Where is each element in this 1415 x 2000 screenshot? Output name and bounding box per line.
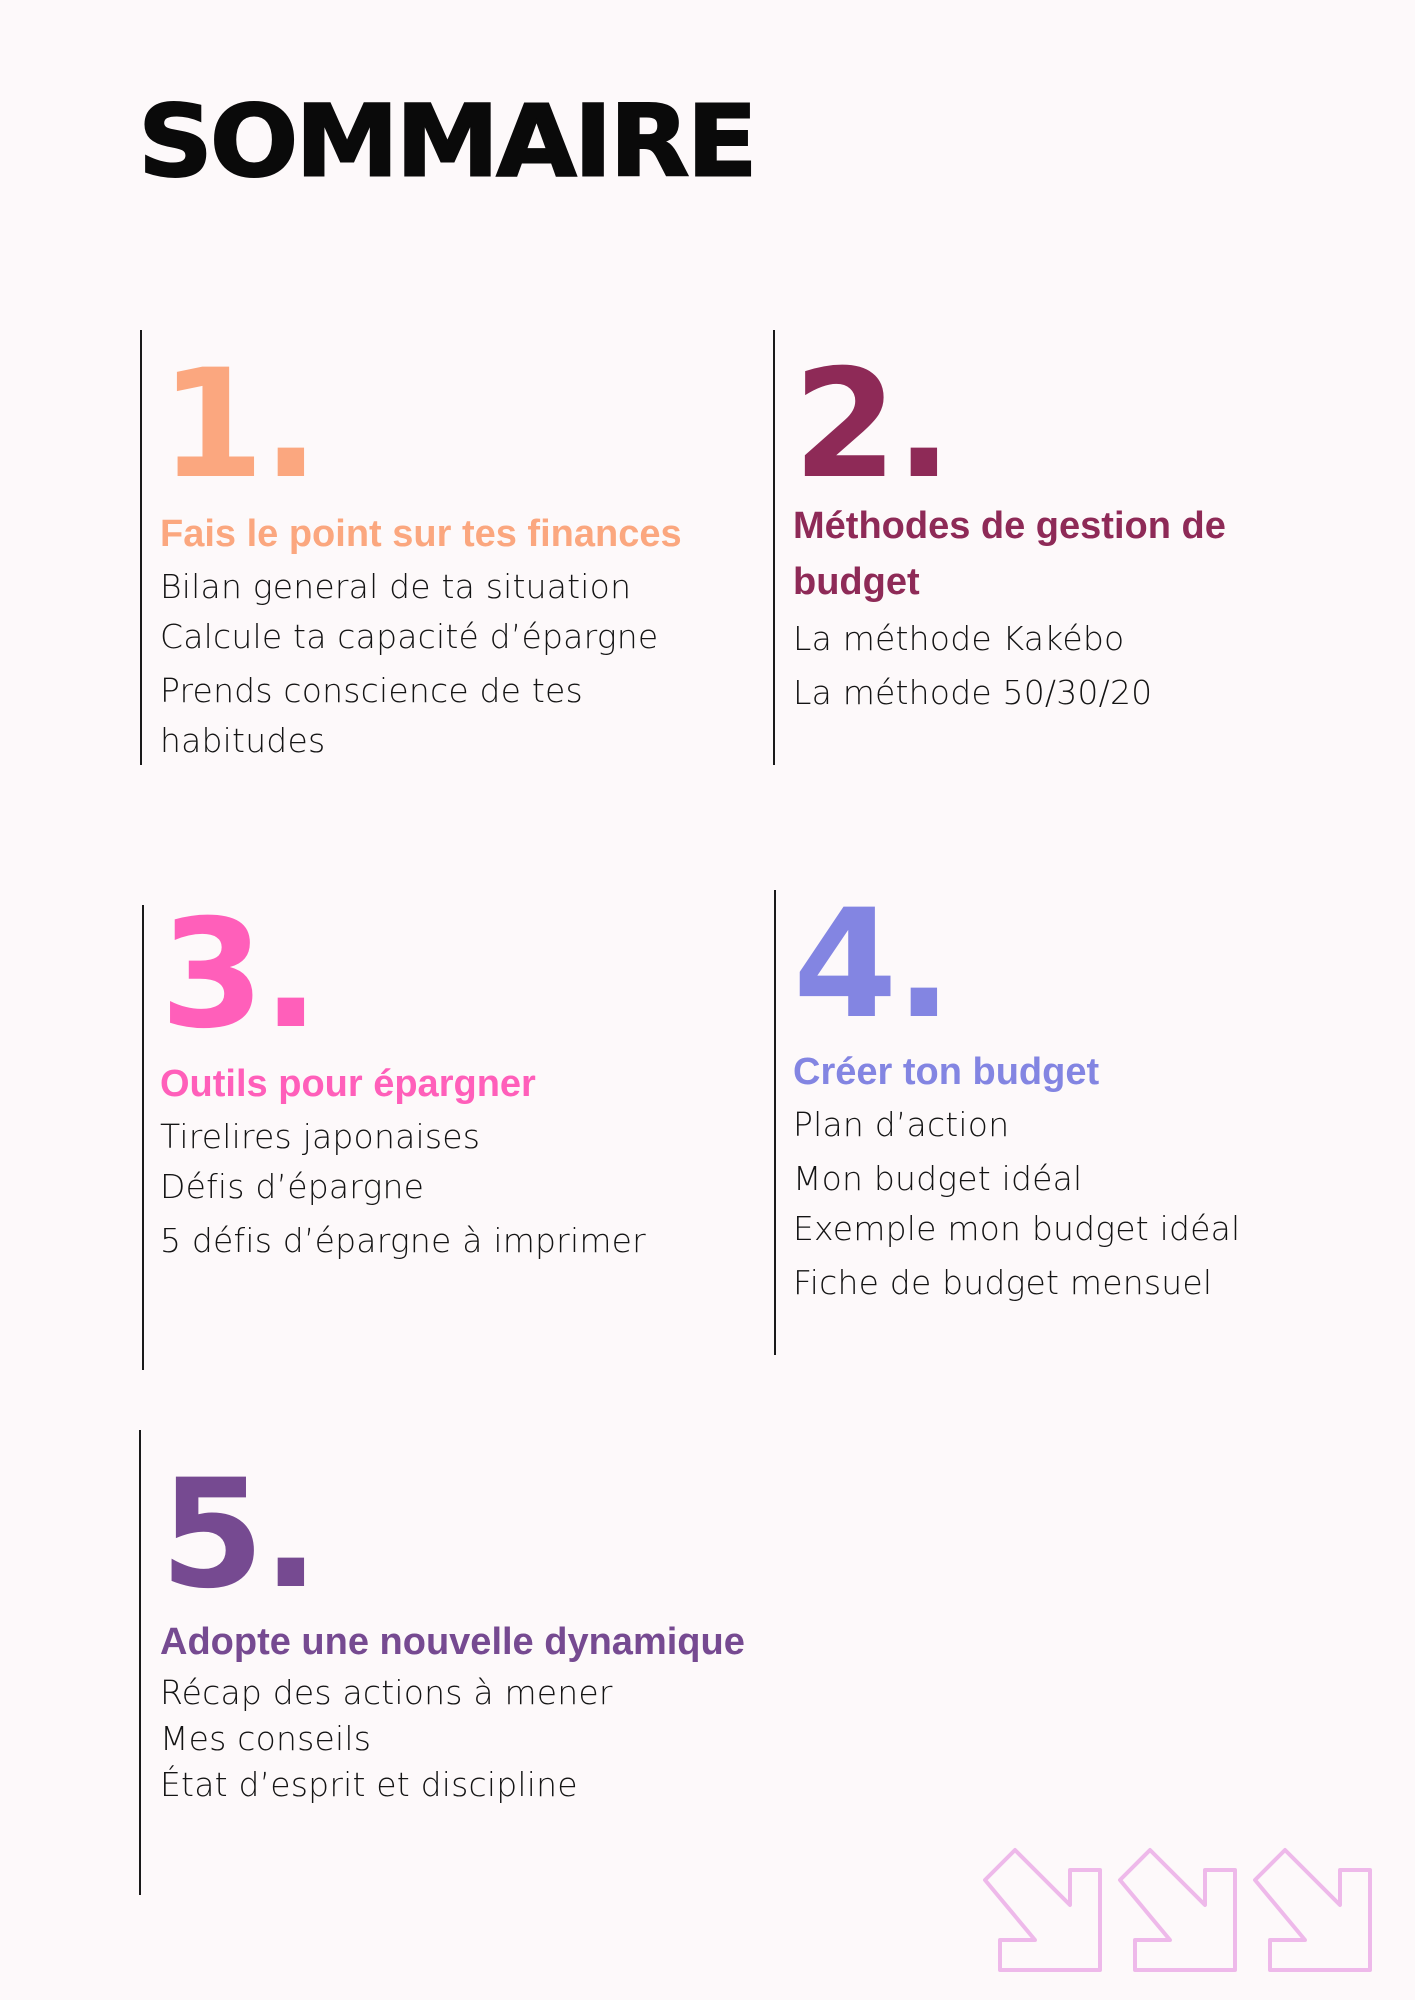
arrow-down-right-icon	[1120, 1850, 1235, 1970]
section-3-item-2: Défis d’épargne	[160, 1167, 425, 1206]
section-heading-2-line-2: budget	[793, 561, 920, 603]
section-1-item-1: Bilan general de ta situation	[160, 567, 632, 606]
section-heading-2-line-1: Méthodes de gestion de	[793, 505, 1226, 547]
arrow-down-right-icon	[1255, 1850, 1370, 1970]
section-4-item-3: Exemple mon budget idéal	[793, 1209, 1241, 1248]
section-number-1: 1.	[160, 338, 318, 512]
section-1-item-3: Prends conscience de tes	[160, 671, 583, 710]
section-1-item-2: Calcule ta capacité d’épargne	[160, 617, 659, 656]
divider-section-3	[142, 905, 144, 1370]
section-4-item-2: Mon budget idéal	[793, 1159, 1083, 1198]
decorative-arrows	[975, 1840, 1395, 1980]
section-1-item-4: habitudes	[160, 721, 326, 760]
page-title: SOMMAIRE	[138, 83, 755, 200]
divider-section-2	[773, 330, 775, 765]
section-3	[160, 888, 646, 1266]
section-3-item-3: 5 défis d’épargne à imprimer	[160, 1221, 646, 1260]
section-5-item-2: Mes conseils	[160, 1719, 372, 1758]
section-number-5: 5.	[160, 1448, 318, 1622]
section-1	[160, 338, 682, 766]
section-number-3: 3.	[160, 888, 318, 1062]
section-2-item-1: La méthode Kakébo	[793, 619, 1125, 658]
section-4-item-1: Plan d’action	[793, 1105, 1010, 1144]
section-heading-1: Fais le point sur tes finances	[160, 513, 682, 555]
section-5-item-3: État d’esprit et discipline	[160, 1765, 578, 1804]
section-heading-4: Créer ton budget	[793, 1051, 1100, 1093]
section-5-item-1: Récap des actions à mener	[160, 1673, 613, 1712]
section-5	[160, 1448, 745, 1808]
section-heading-3: Outils pour épargner	[160, 1063, 536, 1105]
section-2-item-2: La méthode 50/30/20	[793, 673, 1153, 712]
section-4	[793, 878, 1241, 1308]
divider-section-1	[140, 330, 142, 765]
section-2	[793, 338, 1226, 718]
divider-section-5	[139, 1430, 141, 1895]
section-3-item-1: Tirelires japonaises	[160, 1117, 481, 1156]
arrow-down-right-icon	[985, 1850, 1100, 1970]
divider-section-4	[774, 890, 776, 1355]
section-number-2: 2.	[793, 338, 951, 512]
section-4-item-4: Fiche de budget mensuel	[793, 1263, 1213, 1302]
section-heading-5: Adopte une nouvelle dynamique	[160, 1621, 745, 1663]
section-number-4: 4.	[793, 878, 951, 1052]
